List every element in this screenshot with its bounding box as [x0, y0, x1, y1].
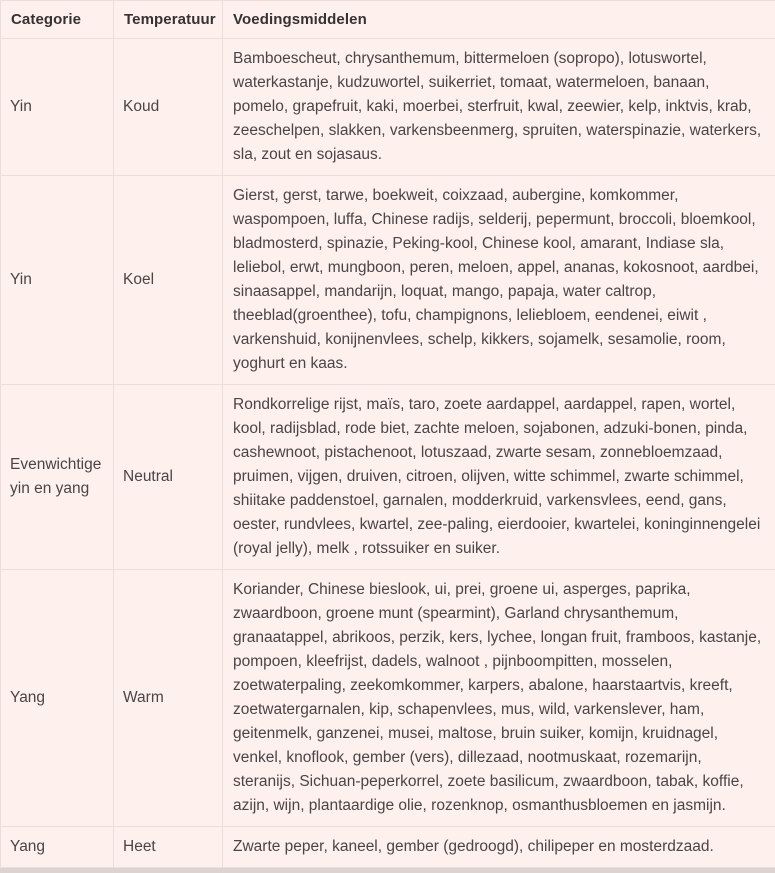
table-row-yin-koel — [1, 176, 775, 385]
cell-temperatuur: Neutral — [114, 385, 223, 570]
cell-voedingsmiddelen: Koriander, Chinese bieslook, ui, prei, groene ui, asperges, paprika, zwaardboon, groene munt (spearmint), Garland chrysanthemum, granaatappel, abrikoos, perzik, kers, lychee, longan fruit, framboos, kastanje, pompoen, kleefrijst, dadels, walnoot , pijnboompitten, mosselen, zoetwaterpaling, zeekomkommer, karpers, abalone, haarstaartvis, kreeft, zoetwatergarnalen, kip, schapenvlees, mus, wild, varkenslever, ham, geitenmelk, ganzenei, musei, maltose, bruin suiker, komijn, kruidnagel, venkel, knoflook, gember (vers), dillezaad, nootmuskaat, rozemarijn, steranijs, Sichuan-peperkorrel, zoete basilicum, zwaardboon, tabak, koffie, azijn, wijn, plantaardige olie, rozenknop, osmanthusbloemen en jasmijn. — [223, 570, 775, 827]
table-row-yang-heet — [1, 827, 775, 868]
cell-categorie: Yin — [1, 39, 114, 176]
cell-voedingsmiddelen: Gierst, gerst, tarwe, boekweit, coixzaad, aubergine, komkommer, waspompoen, luffa, Chinese radijs, selderij, pepermunt, broccoli, bloemkool, bladmosterd, spinazie, Peking-kool, Chinese kool, amarant, Indiase sla, leliebol, erwt, mungboon, peren, meloen, appel, ananas, kokosnoot, aardbei, sinaasappel, mandarijn, loquat, mango, papaja, water caltrop, theeblad(groenthee), tofu, champignons, leliebloem, eendenei, eiwit , varkenshuid, konijnenvlees, schelp, kikkers, sojamelk, sesamolie, room, yoghurt en kaas. — [223, 176, 775, 385]
column-header-voedingsmiddelen: Voedingsmiddelen — [223, 1, 775, 39]
table-row-evenwichtig-neutral — [1, 385, 775, 570]
table-row-yin-koud — [1, 39, 775, 176]
cell-voedingsmiddelen: Rondkorrelige rijst, maïs, taro, zoete aardappel, aardappel, rapen, wortel, kool, radijsblad, rode biet, zachte meloen, sojabonen, adzuki-bonen, pinda, cashewnoot, pistachenoot, lotuszaad, zwarte sesam, zonnebloemzaad, pruimen, vijgen, druiven, citroen, olijven, witte schimmel, zwarte schimmel, shiitake paddenstoel, garnalen, modderkruid, varkensvlees, eend, gans, oester, rundvlees, kwartel, zee-paling, eierdooier, kwartelei, koninginnengelei (royal jelly), melk , rotssuiker en suiker. — [223, 385, 775, 570]
column-header-categorie: Categorie — [1, 1, 114, 39]
table-row-yang-warm — [1, 570, 775, 827]
bottom-scroll-strip — [0, 868, 775, 873]
cell-categorie: Yang — [1, 827, 114, 868]
cell-categorie: Evenwichtige yin en yang — [1, 385, 114, 570]
column-header-temperatuur: Temperatuur — [114, 1, 223, 39]
cell-categorie: Yin — [1, 176, 114, 385]
cell-temperatuur: Heet — [114, 827, 223, 868]
cell-voedingsmiddelen: Zwarte peper, kaneel, gember (gedroogd), chilipeper en mosterdzaad. — [223, 827, 775, 868]
cell-temperatuur: Koud — [114, 39, 223, 176]
cell-temperatuur: Warm — [114, 570, 223, 827]
cell-temperatuur: Koel — [114, 176, 223, 385]
header-row — [1, 1, 775, 39]
cell-categorie: Yang — [1, 570, 114, 827]
cell-voedingsmiddelen: Bamboescheut, chrysanthemum, bittermeloen (sopropo), lotuswortel, waterkastanje, kudzuwortel, suikerriet, tomaat, watermeloen, banaan, pomelo, grapefruit, kaki, moerbei, sterfruit, kwal, zeewier, kelp, inktvis, krab, zeeschelpen, slakken, varkensbeenmerg, spruiten, waterspinazie, waterkers, sla, zout en sojasaus. — [223, 39, 775, 176]
